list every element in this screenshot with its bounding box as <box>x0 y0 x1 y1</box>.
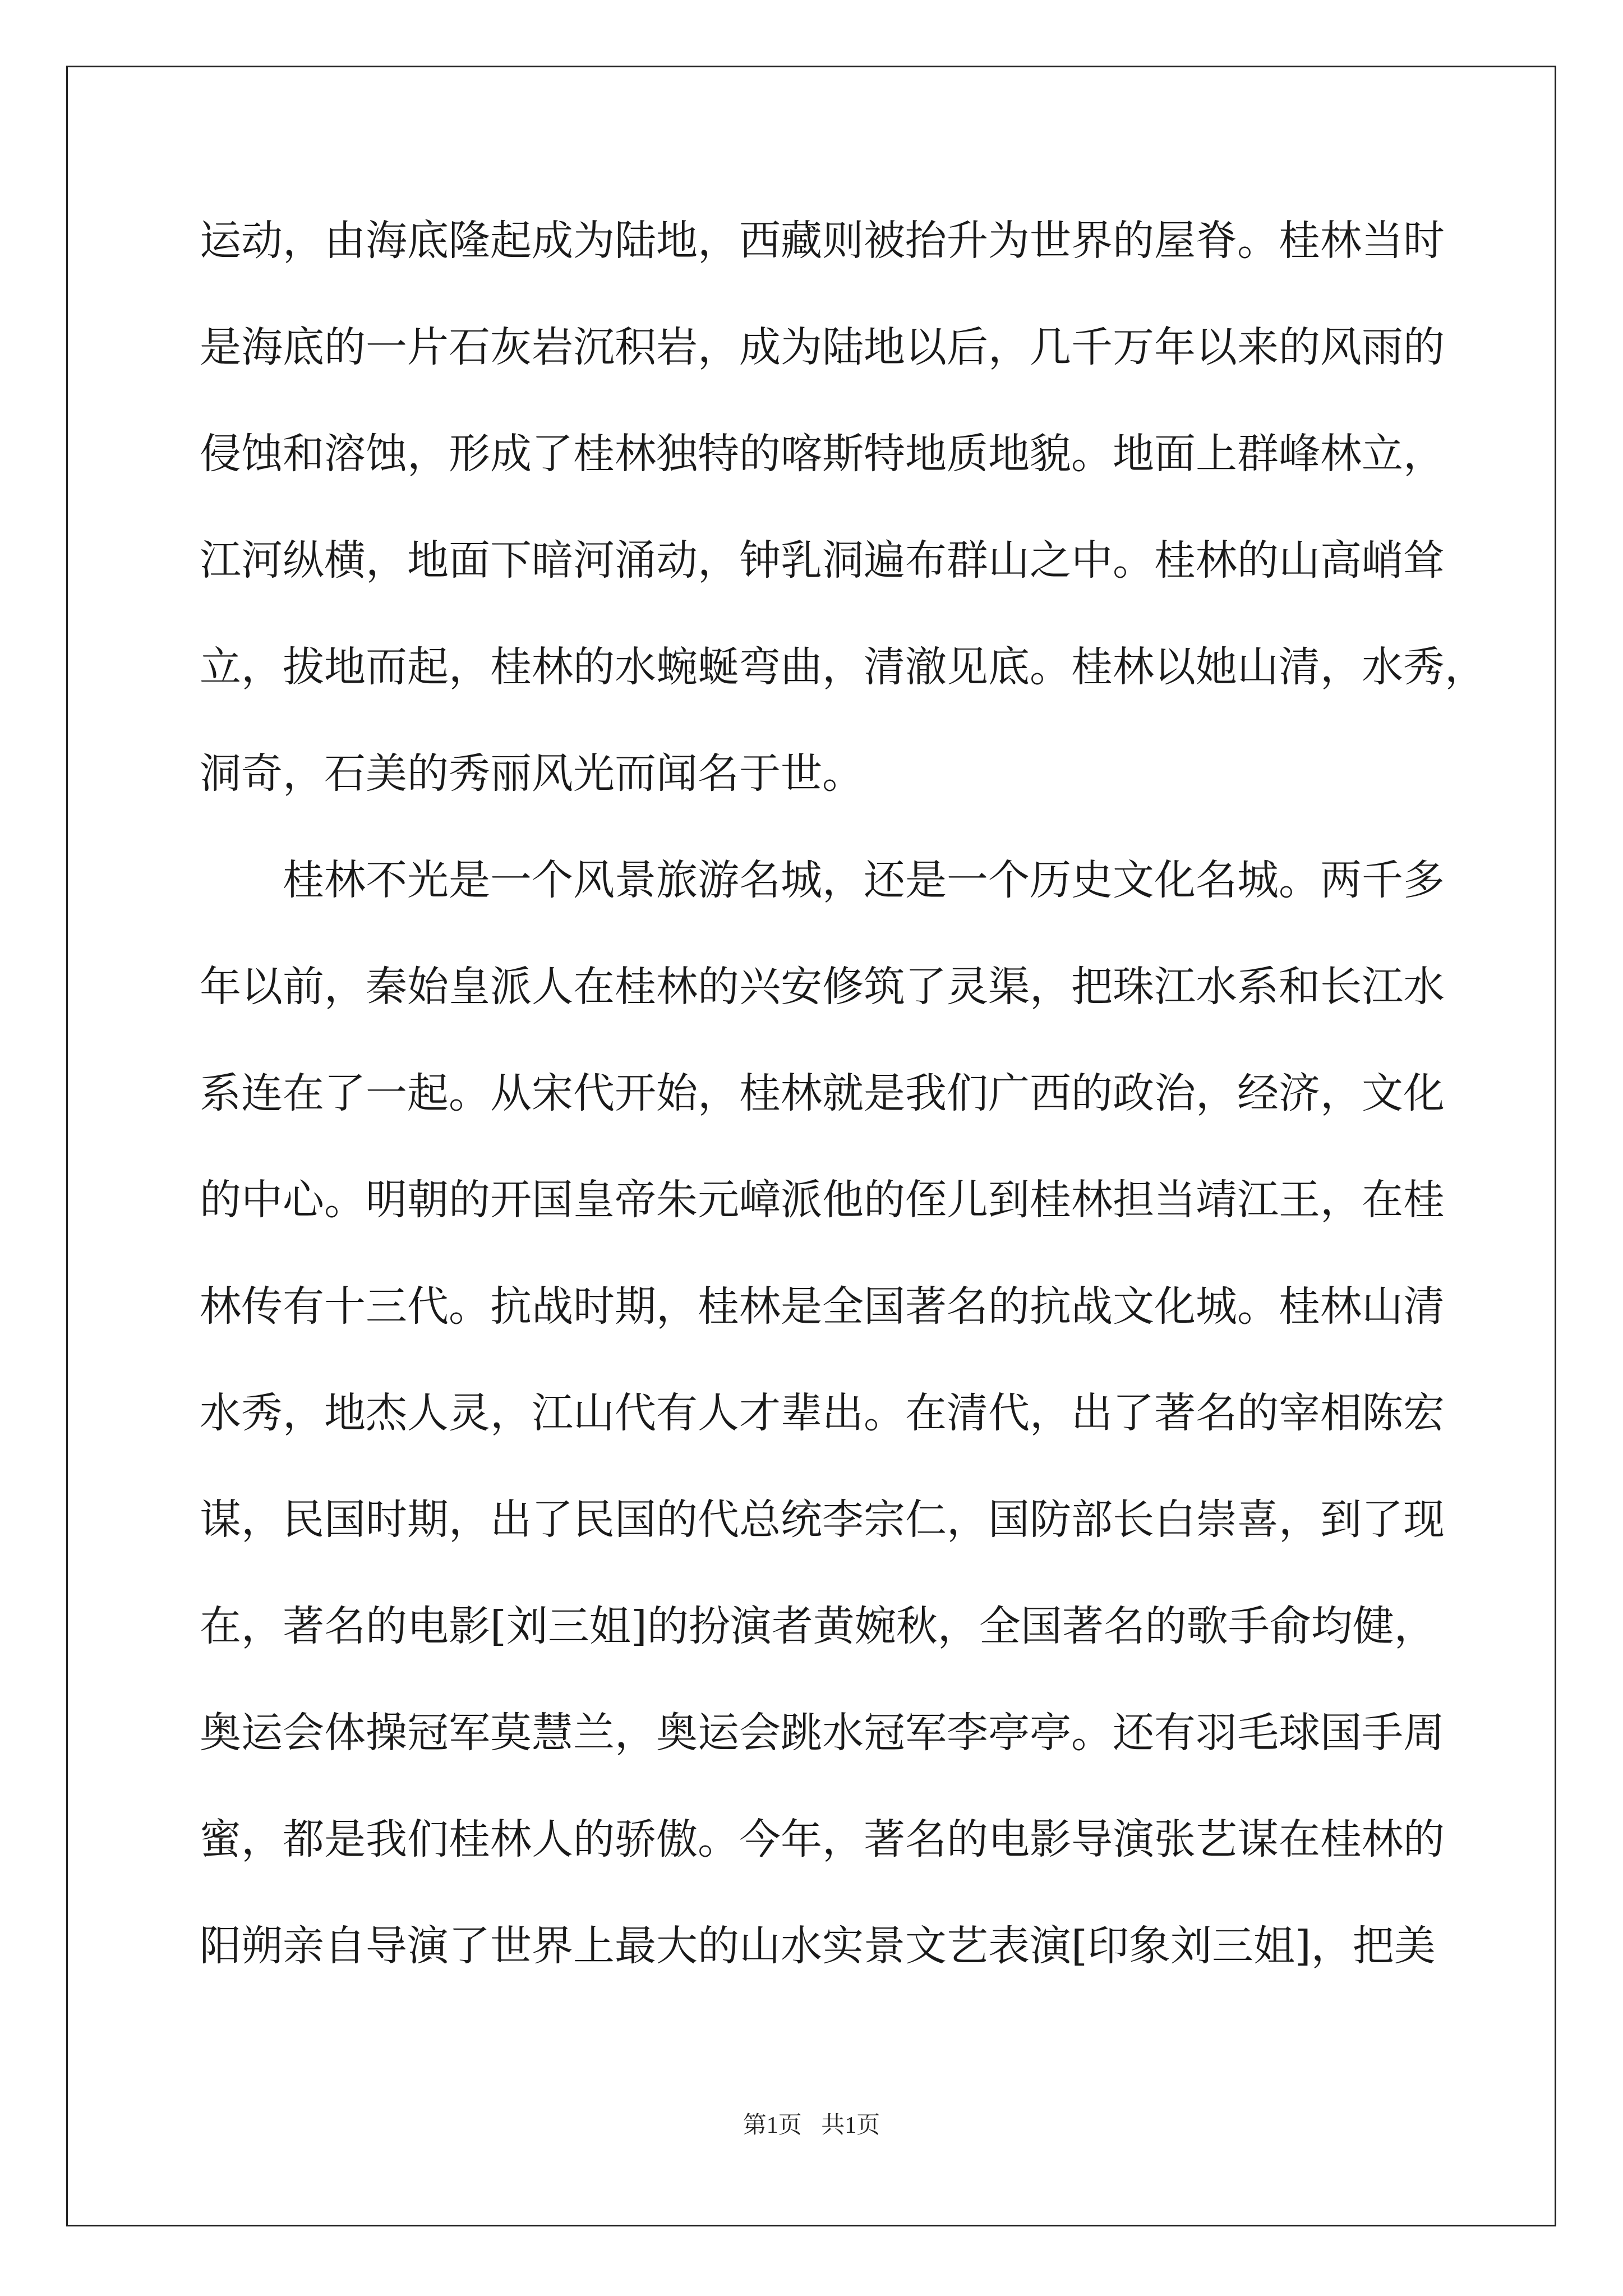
text-line-5: 立，拔地而起，桂林的水蜿蜒弯曲，清澈见底。桂林以她山清，水秀， <box>200 643 1486 691</box>
text-line-2: 是海底的一片石灰岩沉积岩，成为陆地以后，几千万年以来的风雨的 <box>200 323 1445 371</box>
text-line-4: 江河纵横，地面下暗河涌动，钟乳洞遍布群山之中。桂林的山高峭耸 <box>200 536 1445 585</box>
text-line-14: 在，著名的电影[刘三姐]的扮演者黄婉秋，全国著名的歌手俞均健， <box>200 1602 1436 1650</box>
text-line-10: 的中心。明朝的开国皇帝朱元嶂派他的侄儿到桂林担当靖江王，在桂 <box>200 1176 1445 1224</box>
text-line-9: 系连在了一起。从宋代开始，桂林就是我们广西的政治，经济，文化 <box>200 1069 1445 1117</box>
page-number: 第1页 <box>743 2113 802 2138</box>
text-line-17: 阳朔亲自导演了世界上最大的山水实景文艺表演[印象刘三姐]，把美 <box>200 1922 1436 1970</box>
page-total: 共1页 <box>821 2113 880 2138</box>
text-line-15: 奥运会体操冠军莫慧兰，奥运会跳水冠军李亭亭。还有羽毛球国手周 <box>200 1709 1445 1757</box>
text-line-6: 洞奇，石美的秀丽风光而闻名于世。 <box>200 749 864 798</box>
page-footer <box>0 2106 1623 2140</box>
text-line-16: 蜜，都是我们桂林人的骄傲。今年，著名的电影导演张艺谋在桂林的 <box>200 1815 1445 1864</box>
text-line-13: 谋，民国时期，出了民国的代总统李宗仁，国防部长白崇喜，到了现 <box>200 1496 1445 1544</box>
text-line-11: 林传有十三代。抗战时期，桂林是全国著名的抗战文化城。桂林山清 <box>200 1282 1445 1331</box>
text-line-8: 年以前，秦始皇派人在桂林的兴安修筑了灵渠，把珠江水系和长江水 <box>200 963 1445 1011</box>
text-line-1: 运动，由海底隆起成为陆地，西藏则被抬升为世界的屋脊。桂林当时 <box>200 217 1445 265</box>
text-line-7: 桂林不光是一个风景旅游名城，还是一个历史文化名城。两千多 <box>200 856 1445 904</box>
text-line-12: 水秀，地杰人灵，江山代有人才辈出。在清代，出了著名的宰相陈宏 <box>200 1389 1445 1437</box>
document-body <box>200 215 1486 2027</box>
text-line-3: 侵蚀和溶蚀，形成了桂林独特的喀斯特地质地貌。地面上群峰林立， <box>200 430 1445 478</box>
